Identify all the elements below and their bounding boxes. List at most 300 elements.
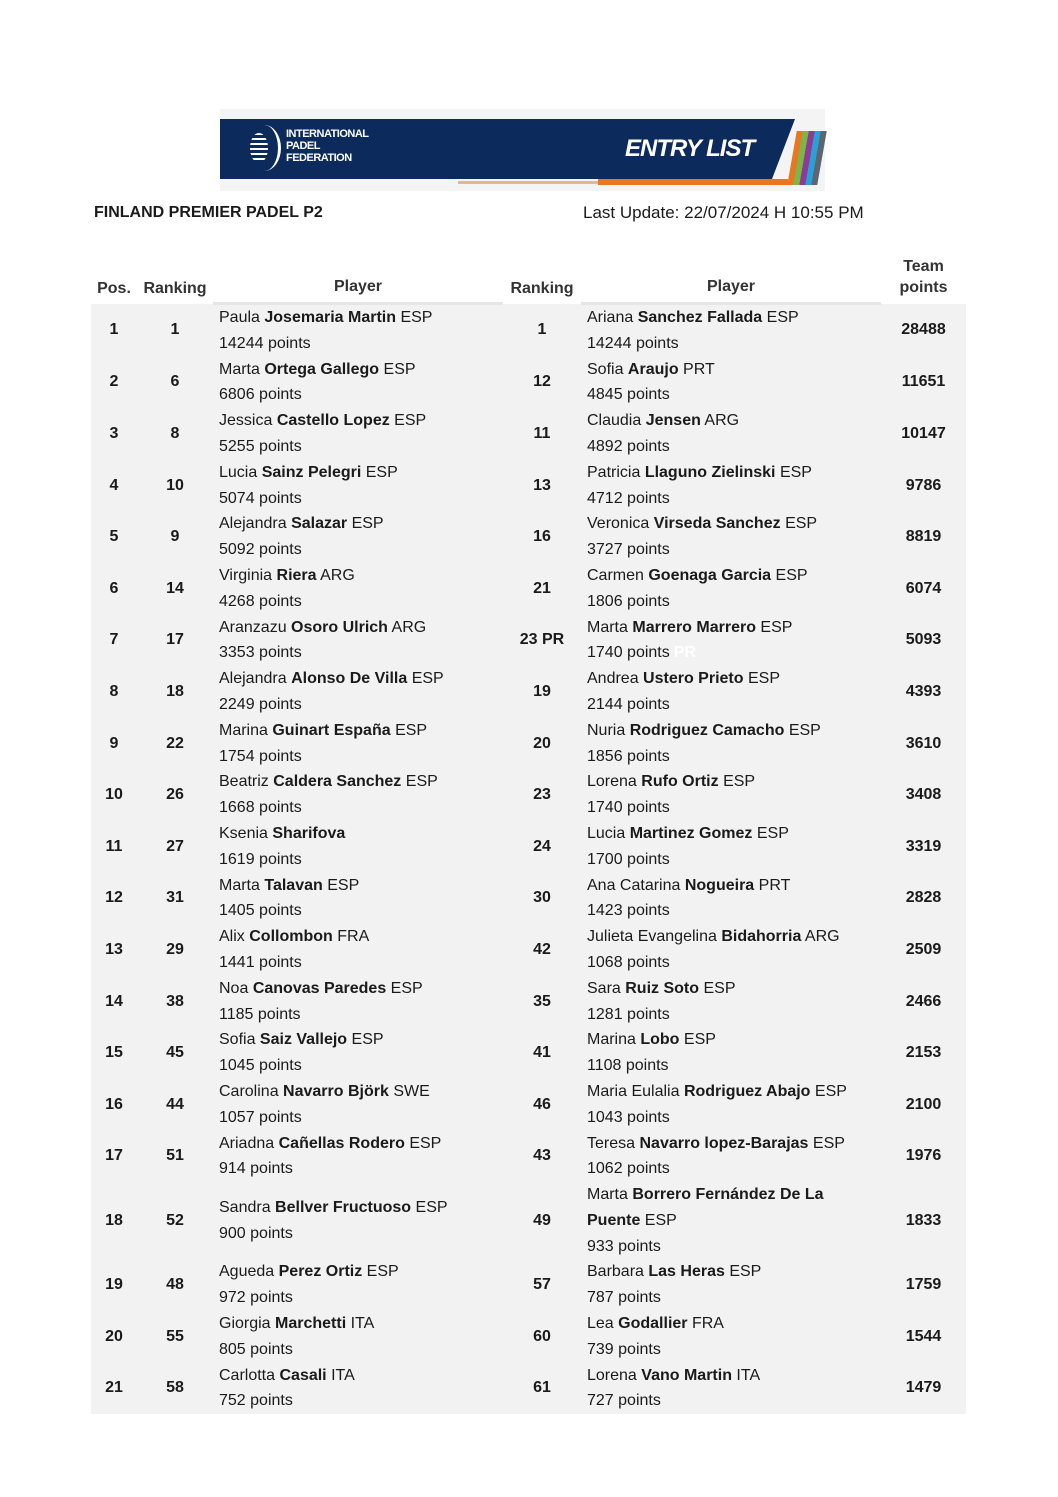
team-points: 3610 [881, 718, 966, 770]
first-name: Lucia [587, 824, 626, 842]
table-row [91, 1182, 966, 1259]
pos: 12 [91, 873, 137, 925]
first-name: Alejandra [219, 670, 287, 688]
player-cell [213, 666, 503, 718]
player-cell [213, 1182, 503, 1259]
player-name [587, 1027, 881, 1053]
points: 1668 points [219, 799, 302, 817]
last-name: Sanchez Fallada [637, 309, 763, 326]
team-points: 2100 [881, 1079, 966, 1131]
points: 1441 points [219, 953, 302, 971]
points: 1806 points [587, 592, 670, 610]
table-row [91, 357, 966, 409]
country: ESP [411, 670, 444, 688]
points: 2249 points [219, 695, 302, 713]
player-name [219, 305, 503, 331]
first-name: Lorena [587, 773, 637, 791]
country: ESP [756, 824, 789, 842]
country: FRA [691, 1315, 724, 1333]
player-cell [213, 1131, 503, 1183]
country: ESP [394, 412, 427, 430]
last-name: Canovas Paredes [252, 979, 387, 997]
player-points [219, 898, 503, 924]
points: 1856 points [587, 747, 670, 765]
last-name: Borrero Fernández De La Puente [587, 1186, 824, 1229]
pos: 18 [91, 1182, 137, 1259]
player-cell [581, 615, 881, 667]
team-points: 2466 [881, 976, 966, 1028]
player-cell [213, 1363, 503, 1415]
country: ITA [736, 1366, 761, 1384]
first-name: Virginia [219, 566, 273, 584]
player-name [219, 1027, 503, 1053]
ranking-2: 43 [503, 1131, 581, 1183]
pos: 6 [91, 563, 137, 615]
table-row [91, 1079, 966, 1131]
pos: 13 [91, 924, 137, 976]
last-name: Cañellas Rodero [278, 1134, 405, 1152]
player-points [587, 1337, 881, 1363]
player-cell [581, 1259, 881, 1311]
ranking-2: 21 [503, 563, 581, 615]
player-cell [581, 460, 881, 512]
player-cell [213, 511, 503, 563]
player-points [587, 537, 881, 563]
first-name: Nuria [587, 721, 626, 739]
points: 4845 points [587, 386, 670, 404]
team-points: 1479 [881, 1363, 966, 1415]
ranking-2: 42 [503, 924, 581, 976]
country: ARG [320, 566, 355, 584]
player-points [219, 434, 503, 460]
banner-title: ENTRY LIST [625, 135, 755, 162]
org-name [286, 128, 369, 164]
player-cell [581, 976, 881, 1028]
player-name [219, 718, 503, 744]
last-name: Goenaga Garcia [648, 566, 772, 584]
last-name: Talavan [264, 876, 323, 894]
ranking-1: 55 [137, 1311, 213, 1363]
player-name [219, 1079, 503, 1105]
entry-list-table [91, 252, 966, 1414]
country: PRT [758, 876, 791, 894]
player-cell [581, 511, 881, 563]
player-cell [213, 821, 503, 873]
last-name: Josemaria Martin [264, 309, 396, 326]
first-name: Ariana [587, 309, 634, 326]
player-name [587, 1182, 881, 1234]
points: 1619 points [219, 850, 302, 868]
ranking-1: 45 [137, 1027, 213, 1079]
first-name: Marta [219, 876, 260, 894]
first-name: Jessica [219, 412, 273, 430]
country: ESP [365, 463, 398, 481]
country: ESP [729, 1263, 762, 1281]
player-name [219, 666, 503, 692]
player-points [219, 1002, 503, 1028]
player-cell [581, 718, 881, 770]
decor-bar [458, 181, 598, 184]
last-name: Rodriguez Abajo [683, 1082, 811, 1100]
player-cell [213, 1259, 503, 1311]
pos: 21 [91, 1363, 137, 1415]
player-cell [581, 1027, 881, 1079]
player-points [587, 1053, 881, 1079]
player-cell [213, 873, 503, 925]
first-name: Marta [587, 1186, 628, 1204]
player-cell [581, 1182, 881, 1259]
points: 1062 points [587, 1160, 670, 1178]
player-name [587, 666, 881, 692]
player-points [219, 589, 503, 615]
table-row [91, 924, 966, 976]
country: PRT [683, 360, 715, 378]
last-name: Guinart España [272, 721, 391, 739]
first-name: Beatriz [219, 773, 269, 791]
player-cell [581, 1131, 881, 1183]
country: ESP [775, 566, 808, 584]
ranking-2: 23 [503, 769, 581, 821]
points: 1043 points [587, 1108, 670, 1126]
player-points [587, 692, 881, 718]
first-name: Giorgia [219, 1315, 271, 1333]
player-name [587, 1311, 881, 1337]
country: ITA [350, 1315, 375, 1333]
first-name: Andrea [587, 670, 639, 688]
player-cell [213, 924, 503, 976]
table-row [91, 511, 966, 563]
org-line: FEDERATION [286, 152, 352, 164]
player-points [219, 382, 503, 408]
ranking-2: 46 [503, 1079, 581, 1131]
team-points: 4393 [881, 666, 966, 718]
table-row [91, 304, 966, 357]
header-ranking: Ranking [510, 279, 574, 297]
country: ESP [760, 618, 793, 636]
points: 2144 points [587, 695, 670, 713]
first-name: Ariadna [219, 1134, 275, 1152]
player-cell [213, 615, 503, 667]
pos: 9 [91, 718, 137, 770]
pos: 20 [91, 1311, 137, 1363]
points: 5255 points [219, 437, 302, 455]
first-name: Paula [219, 309, 260, 326]
first-name: Sofia [587, 360, 624, 378]
player-points [587, 1234, 881, 1260]
first-name: Carolina [219, 1082, 279, 1100]
points: 3353 points [219, 644, 302, 662]
country: SWE [393, 1082, 430, 1100]
ranking-2: 11 [503, 408, 581, 460]
points: 1068 points [587, 953, 670, 971]
country: ESP [409, 1134, 442, 1152]
player-name [587, 1259, 881, 1285]
player-points [219, 795, 503, 821]
ranking-1: 48 [137, 1259, 213, 1311]
first-name: Carlotta [219, 1366, 276, 1384]
last-name: Ortega Gallego [264, 360, 380, 378]
ranking-1: 22 [137, 718, 213, 770]
player-name [219, 615, 503, 641]
pos: 1 [91, 304, 137, 357]
country: ESP [812, 1134, 845, 1152]
last-name: Castello Lopez [276, 412, 390, 430]
ranking-1: 58 [137, 1363, 213, 1415]
player-points [219, 950, 503, 976]
first-name: Lea [587, 1315, 614, 1333]
ranking-1: 1 [137, 304, 213, 357]
team-points: 2509 [881, 924, 966, 976]
player-points [587, 1156, 881, 1182]
points: 4712 points [587, 489, 670, 507]
player-points [587, 1105, 881, 1131]
last-name: Nogueira [684, 876, 755, 894]
player-cell [581, 408, 881, 460]
last-name: Navarro Björk [283, 1082, 389, 1100]
player-name [219, 563, 503, 589]
first-name: Teresa [587, 1134, 636, 1152]
last-name: Araujo [627, 360, 679, 378]
pos: 17 [91, 1131, 137, 1183]
points: 787 points [587, 1289, 661, 1307]
first-name: Alejandra [219, 515, 287, 533]
ranking-2: 24 [503, 821, 581, 873]
country: ESP [703, 979, 736, 997]
team-points: 2828 [881, 873, 966, 925]
team-points: 10147 [881, 408, 966, 460]
header-points: points [899, 278, 948, 296]
player-name [587, 1363, 881, 1389]
player-points [587, 640, 881, 666]
last-name: Lobo [640, 1031, 680, 1049]
player-name [587, 408, 881, 434]
ranking-2: 12 [503, 357, 581, 409]
last-name: Salazar [291, 515, 348, 533]
team-points: 1833 [881, 1182, 966, 1259]
last-name: Marchetti [275, 1315, 347, 1333]
ranking-1: 6 [137, 357, 213, 409]
ranking-1: 18 [137, 666, 213, 718]
ranking-1: 31 [137, 873, 213, 925]
country: ESP [327, 876, 360, 894]
country: ESP [785, 515, 818, 533]
last-name: Casali [279, 1366, 327, 1384]
player-name [219, 408, 503, 434]
player-points [587, 950, 881, 976]
country: ESP [814, 1082, 847, 1100]
player-name [219, 769, 503, 795]
last-name: Llaguno Zielinski [644, 463, 776, 481]
player-cell [213, 1311, 503, 1363]
player-name [587, 1131, 881, 1157]
pos: 7 [91, 615, 137, 667]
team-points: 3408 [881, 769, 966, 821]
first-name: Sofia [219, 1031, 256, 1049]
player-name [219, 460, 503, 486]
ranking-1: 38 [137, 976, 213, 1028]
player-name [219, 873, 503, 899]
table-row [91, 1259, 966, 1311]
player-name [219, 1363, 503, 1389]
first-name: Aranzazu [219, 618, 287, 636]
first-name: Alix [219, 928, 245, 946]
first-name: Barbara [587, 1263, 644, 1281]
player-cell [213, 1079, 503, 1131]
last-name: Bidahorria [721, 928, 802, 946]
last-name: Alonso De Villa [291, 670, 408, 688]
header-player: Player [581, 252, 881, 304]
player-points [587, 331, 881, 357]
player-name [219, 976, 503, 1002]
country: ARG [704, 412, 740, 430]
country: ESP [415, 1198, 448, 1216]
table-row [91, 563, 966, 615]
points: 1185 points [219, 1005, 301, 1023]
player-cell [213, 408, 503, 460]
team-points: 8819 [881, 511, 966, 563]
player-points [587, 744, 881, 770]
last-name: Sainz Pelegri [261, 463, 362, 481]
player-name [587, 873, 881, 899]
team-points: 6074 [881, 563, 966, 615]
team-points: 11651 [881, 357, 966, 409]
last-name: Las Heras [648, 1263, 725, 1281]
pos: 2 [91, 357, 137, 409]
points: 4892 points [587, 437, 670, 455]
player-points [219, 1337, 503, 1363]
player-cell [581, 1311, 881, 1363]
first-name: Marta [219, 360, 260, 378]
points: 1108 points [587, 1057, 669, 1075]
player-name [219, 1259, 503, 1285]
last-name: Bellver Fructuoso [275, 1198, 412, 1216]
last-name: Caldera Sanchez [273, 773, 402, 791]
table-row [91, 615, 966, 667]
team-points: 5093 [881, 615, 966, 667]
ranking-2: 19 [503, 666, 581, 718]
player-cell [581, 769, 881, 821]
team-points: 1544 [881, 1311, 966, 1363]
player-cell [581, 873, 881, 925]
first-name: Sandra [219, 1198, 271, 1216]
last-update: Last Update: 22/07/2024 H 10:55 PM [583, 203, 864, 222]
first-name: Claudia [587, 412, 642, 430]
org-line: INTERNATIONAL [286, 128, 369, 140]
ranking-1: 17 [137, 615, 213, 667]
player-name [219, 924, 503, 950]
player-points [219, 640, 503, 666]
player-points [219, 486, 503, 512]
points: 805 points [219, 1340, 293, 1358]
player-points [219, 1105, 503, 1131]
country: ESP [747, 670, 780, 688]
points: 14244 points [587, 334, 679, 352]
table-row [91, 460, 966, 512]
pos: 19 [91, 1259, 137, 1311]
points: 1740 points [587, 799, 670, 817]
team-points: 1759 [881, 1259, 966, 1311]
pos: 8 [91, 666, 137, 718]
player-points [587, 898, 881, 924]
first-name: Lorena [587, 1366, 637, 1384]
table-row [91, 1131, 966, 1183]
first-name: Marina [587, 1031, 636, 1049]
points: 4268 points [219, 592, 302, 610]
last-name: Ustero Prieto [643, 670, 744, 688]
player-name [587, 769, 881, 795]
team-points: 2153 [881, 1027, 966, 1079]
country: FRA [337, 928, 370, 946]
header-team-points [881, 252, 966, 304]
points: 14244 points [219, 334, 311, 352]
ranking-2: 41 [503, 1027, 581, 1079]
player-points [587, 486, 881, 512]
player-cell [581, 924, 881, 976]
player-name [587, 615, 881, 641]
player-cell [581, 666, 881, 718]
first-name: Marta [587, 618, 628, 636]
country: ESP [788, 721, 821, 739]
points: 1045 points [219, 1057, 302, 1075]
ranking-1: 52 [137, 1182, 213, 1259]
pos: 11 [91, 821, 137, 873]
table-row [91, 873, 966, 925]
last-name: Marrero Marrero [632, 618, 756, 636]
player-cell [581, 821, 881, 873]
table-row [91, 408, 966, 460]
ipf-entry-list-banner [220, 109, 825, 191]
last-name: Osoro Ulrich [291, 618, 388, 636]
player-cell [581, 1079, 881, 1131]
last-name: Collombon [249, 928, 333, 946]
player-cell [213, 563, 503, 615]
country: ESP [405, 773, 438, 791]
pos: 5 [91, 511, 137, 563]
ranking-2: 60 [503, 1311, 581, 1363]
player-name [219, 1131, 503, 1157]
table-row [91, 976, 966, 1028]
first-name: Carmen [587, 566, 644, 584]
points: 5074 points [219, 489, 302, 507]
first-name: Agueda [219, 1263, 275, 1281]
points: 752 points [219, 1392, 293, 1410]
points: 1423 points [587, 902, 670, 920]
player-cell [213, 718, 503, 770]
decor-bar [598, 179, 788, 185]
player-points [587, 589, 881, 615]
pos: 15 [91, 1027, 137, 1079]
header-ranking: Ranking [143, 279, 207, 297]
first-name: Sara [587, 979, 621, 997]
team-points: 3319 [881, 821, 966, 873]
last-name: Rufo Ortiz [641, 773, 719, 791]
player-name [587, 511, 881, 537]
ranking-1: 14 [137, 563, 213, 615]
player-points [587, 847, 881, 873]
country: ESP [644, 1211, 677, 1229]
country: ESP [383, 360, 416, 378]
player-name [219, 357, 503, 383]
player-name [219, 1195, 503, 1221]
ipf-logo-ball-icon [250, 133, 268, 163]
player-name [219, 511, 503, 537]
country: ESP [351, 1031, 384, 1049]
player-cell [581, 563, 881, 615]
player-points [219, 744, 503, 770]
player-cell [213, 304, 503, 357]
player-points [587, 795, 881, 821]
last-name: Jensen [645, 412, 701, 430]
